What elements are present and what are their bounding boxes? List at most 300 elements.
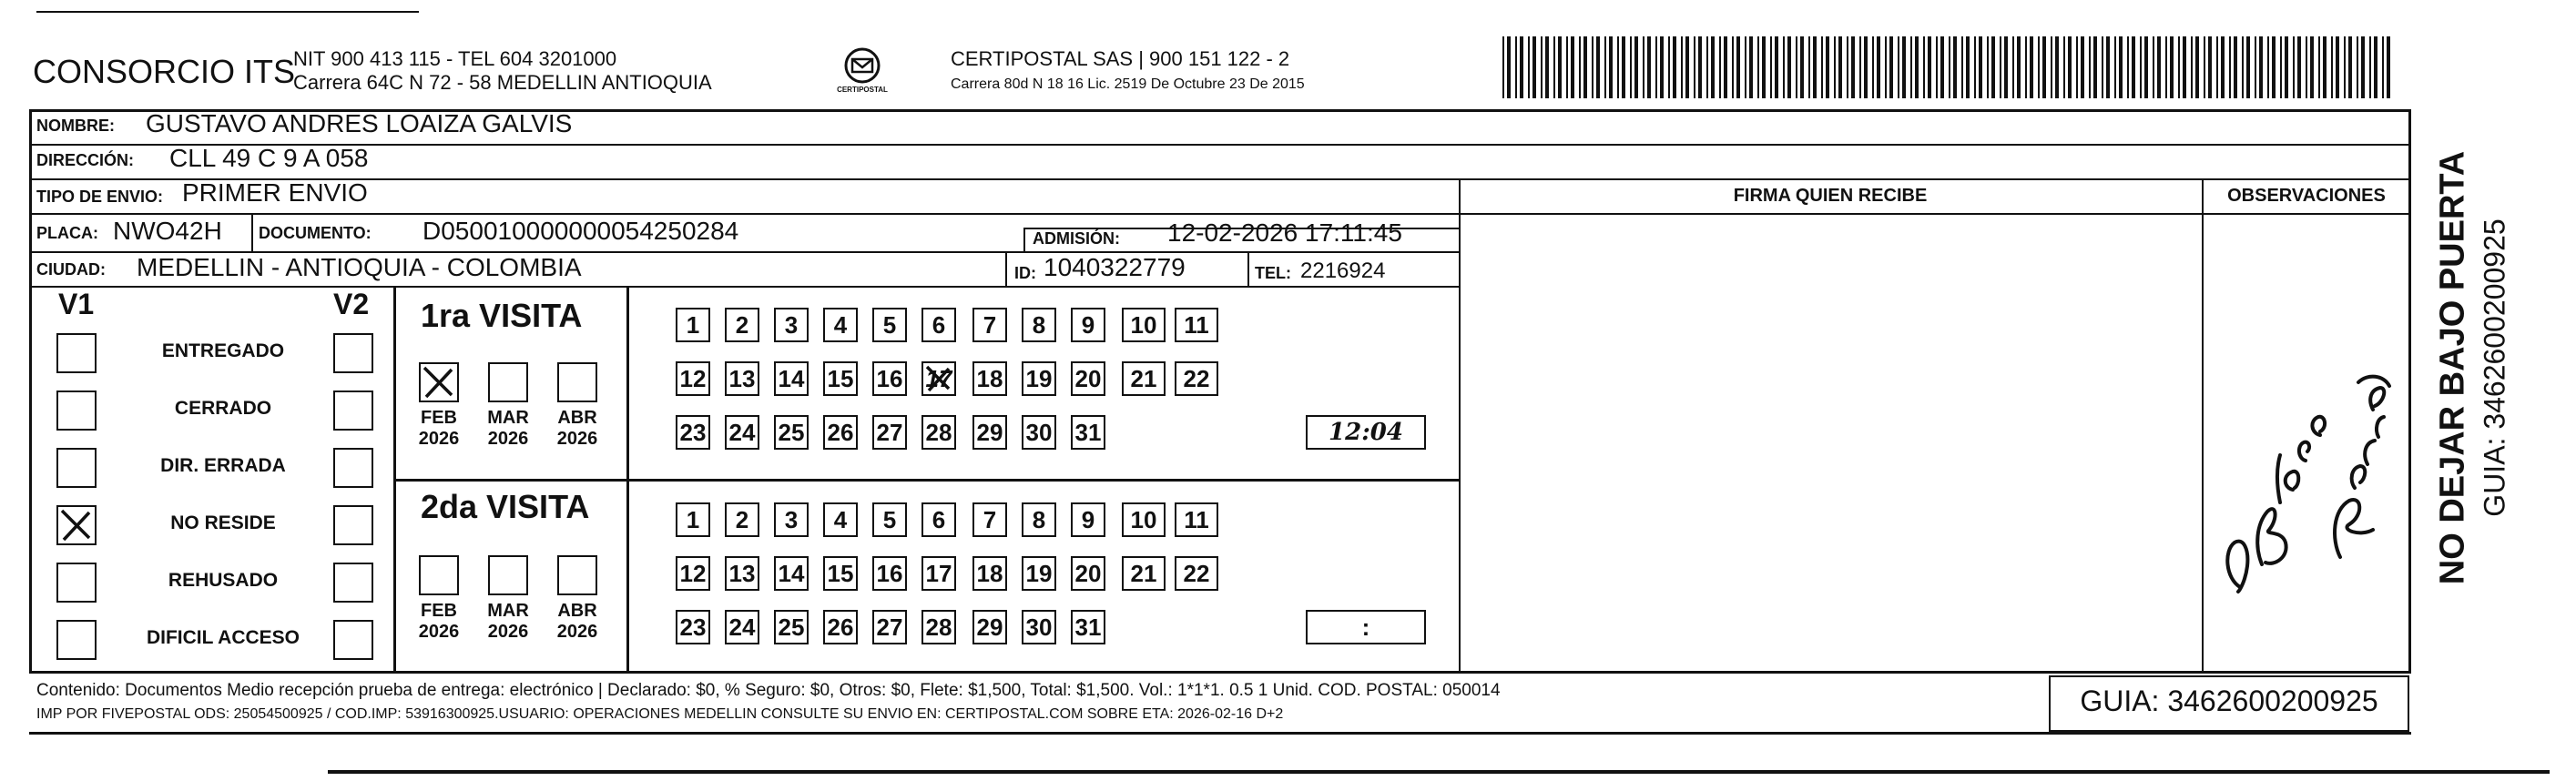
barcode-bar: [2012, 36, 2014, 98]
barcode-bar: [2369, 36, 2371, 98]
day-number: 28: [925, 614, 952, 641]
day-number: 26: [827, 419, 854, 446]
first-visit-time-box[interactable]: 12:04: [1306, 415, 1426, 450]
first-visit-day-box[interactable]: [1175, 361, 1218, 396]
barcode-bar: [2051, 36, 2052, 98]
second-visit-day-box[interactable]: [1071, 502, 1105, 537]
barcode-bar: [2000, 36, 2001, 98]
tel-label: TEL:: [1255, 264, 1291, 282]
barcode-bar: [1520, 36, 1523, 98]
barcode-bar: [1660, 36, 1664, 98]
second-visit-day-box[interactable]: [1022, 556, 1056, 591]
day-number: 20: [1074, 365, 1102, 392]
first-visit-day-box[interactable]: [676, 361, 710, 396]
barcode-bar: [1706, 36, 1708, 98]
company-name: CONSORCIO ITS: [33, 53, 296, 90]
observaciones-heading: OBSERVACIONES: [2227, 186, 2386, 206]
barcode-bar: [1673, 36, 1676, 98]
second-visit-day-box[interactable]: [676, 556, 710, 591]
company-nit: NIT 900 413 115 - TEL 604 3201000: [293, 47, 617, 70]
firma-heading: FIRMA QUIEN RECIBE: [1733, 186, 1928, 206]
barcode-bar: [2318, 36, 2320, 98]
day-number: 2: [735, 506, 749, 533]
barcode-bar: [2093, 36, 2097, 98]
barcode-bar: [2331, 36, 2333, 98]
barcode-bar: [2234, 36, 2237, 98]
first-visit-day-box[interactable]: [1022, 308, 1056, 342]
barcode-bar: [1604, 36, 1606, 98]
footer-imp-line: IMP POR FIVEPOSTAL ODS: 25054500925 / COD.IMP: 53916300925.USUARIO: OPERACIONES MEDELLIN CONSULTE SU ENVIO EN: CERTIPOSTAL.COM SOBRE ETA: 2026-02-16 D+2: [36, 706, 1284, 722]
month-year: 2026: [487, 429, 529, 449]
day-number: 1: [686, 506, 700, 533]
first-visit-day-box[interactable]: [972, 415, 1007, 450]
first-visit-day-box[interactable]: [823, 308, 858, 342]
second-visit-month-checkbox[interactable]: [557, 555, 597, 595]
day-number: 30: [1025, 419, 1053, 446]
first-visit-day-box[interactable]: [725, 361, 759, 396]
placa-label: PLACA:: [36, 224, 98, 242]
first-visit-day-box[interactable]: [972, 308, 1007, 342]
day-number: 24: [728, 419, 756, 446]
direccion-label: DIRECCIÓN:: [36, 151, 134, 169]
first-visit-month-checkbox[interactable]: [419, 362, 459, 402]
first-visit-month-label: [481, 408, 535, 450]
first-visit-month-checkbox[interactable]: [488, 362, 528, 402]
barcode-bar: [2208, 36, 2212, 98]
second-visit-day-box[interactable]: [921, 610, 956, 644]
barcode-bar: [2102, 36, 2103, 98]
v2-checkbox-2[interactable]: [333, 390, 373, 431]
barcode-bar: [1851, 36, 1855, 98]
second-visit-day-box[interactable]: [725, 610, 759, 644]
day-number: 18: [976, 560, 1003, 587]
barcode-bar: [1915, 36, 1919, 98]
day-number: 22: [1183, 365, 1210, 392]
first-visit-day-box[interactable]: [823, 361, 858, 396]
barcode-bar: [1541, 36, 1543, 98]
barcode-bar: [1859, 36, 1861, 98]
status-label: CERRADO: [174, 398, 272, 419]
status-label: NO RESIDE: [170, 512, 276, 533]
first-visit-day-box[interactable]: [1122, 361, 1166, 396]
month-name: MAR: [487, 408, 529, 428]
barcode-bar: [1800, 36, 1804, 98]
day-number: 31: [1074, 419, 1102, 446]
barcode-bar: [1808, 36, 1810, 98]
barcode-bar: [1502, 36, 1504, 98]
day-number: 14: [778, 365, 805, 392]
barcode-bar: [1630, 36, 1632, 98]
month-year: 2026: [556, 622, 598, 642]
barcode-bar: [2081, 36, 2084, 98]
second-visit-month-checkbox[interactable]: [419, 555, 459, 595]
barcode-bar: [2106, 36, 2110, 98]
barcode-bar: [1877, 36, 1880, 98]
first-visit-day-box[interactable]: [972, 361, 1007, 396]
barcode-bar: [1622, 36, 1625, 98]
day-number: 22: [1183, 560, 1210, 587]
day-number: 20: [1074, 560, 1102, 587]
month-year: 2026: [556, 429, 598, 449]
day-number: 29: [976, 419, 1003, 446]
barcode-bar: [1596, 36, 1600, 98]
v1-checkbox-2[interactable]: [56, 390, 97, 431]
barcode-bar: [2063, 36, 2065, 98]
barcode-bar: [2216, 36, 2218, 98]
day-number: 3: [784, 311, 799, 339]
barcode-bar: [1685, 36, 1689, 98]
month-name: MAR: [487, 601, 529, 621]
barcode-bar: [1940, 36, 1944, 98]
day-number: 29: [976, 614, 1003, 641]
logo-caption: CERTIPOSTAL: [837, 86, 888, 94]
barcode-bar: [2068, 36, 2072, 98]
barcode-bar: [1749, 36, 1753, 98]
barcode-bar: [1872, 36, 1874, 98]
ciudad-value: MEDELLIN - ANTIOQUIA - COLOMBIA: [137, 253, 582, 281]
day-number: 30: [1025, 614, 1053, 641]
status-label: DIFICIL ACCESO: [146, 627, 300, 648]
handwritten-signature: [2213, 273, 2404, 637]
second-visit-day-box[interactable]: [872, 556, 907, 591]
barcode-bar: [1592, 36, 1593, 98]
barcode-bar: [1787, 36, 1791, 98]
barcode-bar: [1617, 36, 1619, 98]
barcode-bar: [1974, 36, 1976, 98]
barcode-bar: [1961, 36, 1963, 98]
barcode-bar: [1923, 36, 1925, 98]
handwritten-x-mark: [421, 364, 457, 401]
v2-heading: V2: [333, 288, 370, 320]
first-visit-day-box[interactable]: [872, 308, 907, 342]
day-number: 21: [1130, 560, 1157, 587]
v1-checkbox-1[interactable]: [56, 333, 97, 373]
barcode-bar: [1864, 36, 1868, 98]
day-number: 15: [827, 365, 854, 392]
day-number: 13: [728, 560, 756, 587]
day-number: 9: [1081, 311, 1095, 339]
v1-checkbox-5[interactable]: [56, 563, 97, 603]
tipo-envio-label: TIPO DE ENVIO:: [36, 188, 164, 206]
footer-guia: GUIA: 3462600200925: [2080, 685, 2378, 717]
barcode-bar: [1762, 36, 1766, 98]
first-visit-day-box[interactable]: [1071, 361, 1105, 396]
first-visit-day-box[interactable]: [823, 415, 858, 450]
barcode-bar: [1545, 36, 1549, 98]
barcode-bar: [1834, 36, 1836, 98]
barcode-bar: [1643, 36, 1644, 98]
barcode-bar: [1783, 36, 1785, 98]
day-number: 2: [735, 311, 749, 339]
barcode-bar: [2055, 36, 2059, 98]
barcode-bar: [1681, 36, 1683, 98]
barcode-bar: [1724, 36, 1727, 98]
first-visit-day-box[interactable]: [676, 415, 710, 450]
day-number: 17: [925, 365, 952, 392]
barcode-bar: [2246, 36, 2250, 98]
day-number: 27: [876, 419, 903, 446]
day-number: 19: [1025, 365, 1053, 392]
barcode-bar: [1757, 36, 1759, 98]
month-year: 2026: [418, 622, 460, 642]
barcode-bar: [1566, 36, 1568, 98]
barcode-bar: [2293, 36, 2295, 98]
second-visit-day-box[interactable]: [676, 610, 710, 644]
documento-label: DOCUMENTO:: [259, 224, 372, 242]
month-year: 2026: [487, 622, 529, 642]
first-visit-month-label: [550, 408, 605, 450]
second-visit-day-box[interactable]: [1022, 610, 1056, 644]
barcode-bar: [1979, 36, 1982, 98]
v1-checkbox-6[interactable]: [56, 620, 97, 660]
first-visit-day-box[interactable]: [1175, 308, 1218, 342]
direccion-value: CLL 49 C 9 A 058: [169, 144, 369, 172]
v1-checkbox-3[interactable]: [56, 448, 97, 488]
barcode-bar: [2382, 36, 2384, 98]
first-visit-day-box[interactable]: [921, 361, 956, 396]
second-visit-day-box[interactable]: [872, 502, 907, 537]
second-visit-day-box[interactable]: [972, 610, 1007, 644]
barcode-bar: [1655, 36, 1657, 98]
barcode-bar: [1847, 36, 1848, 98]
barcode-bar: [2280, 36, 2282, 98]
barcode-bar: [1571, 36, 1574, 98]
ciudad-label: CIUDAD:: [36, 260, 106, 279]
second-visit-day-box[interactable]: [872, 610, 907, 644]
placa-value: NWO42H: [113, 217, 222, 245]
second-visit-day-box[interactable]: [725, 556, 759, 591]
second-visit-day-box[interactable]: [1175, 556, 1218, 591]
carrier-address: Carrera 80d N 18 16 Lic. 2519 De Octubre 23 De 2015: [951, 76, 1305, 92]
second-visit-day-box[interactable]: [1071, 556, 1105, 591]
day-number: 31: [1074, 614, 1102, 641]
barcode-bar: [1826, 36, 1829, 98]
second-visit-day-box[interactable]: [823, 502, 858, 537]
top-stray-line: [36, 11, 419, 13]
day-number: 19: [1025, 560, 1053, 587]
second-visit-day-box[interactable]: [972, 502, 1007, 537]
day-number: 13: [728, 365, 756, 392]
barcode-bar: [2259, 36, 2263, 98]
barcode-bar: [1694, 36, 1695, 98]
second-visit-day-box[interactable]: [774, 502, 809, 537]
barcode-bar: [2310, 36, 2314, 98]
first-visit-title: 1ra VISITA: [421, 297, 583, 334]
v2-checkbox-3[interactable]: [333, 448, 373, 488]
barcode-bar: [1558, 36, 1562, 98]
day-number: 10: [1130, 311, 1157, 339]
first-visit-day-box[interactable]: [921, 415, 956, 450]
barcode-bar: [2348, 36, 2352, 98]
barcode-bar: [2119, 36, 2123, 98]
barcode-bar: [1775, 36, 1778, 98]
second-visit-month-checkbox[interactable]: [488, 555, 528, 595]
first-visit-day-box[interactable]: [921, 308, 956, 342]
barcode-bar: [1949, 36, 1950, 98]
tel-value: 2216924: [1300, 259, 1386, 283]
first-visit-day-box[interactable]: [1022, 361, 1056, 396]
barcode-bar: [1711, 36, 1715, 98]
second-visit-day-box[interactable]: [1022, 502, 1056, 537]
day-number: 3: [784, 506, 799, 533]
handwritten-x-mark: [58, 507, 95, 543]
first-visit-day-box[interactable]: [872, 415, 907, 450]
day-number: 9: [1081, 506, 1095, 533]
day-number: 4: [833, 506, 848, 533]
barcode-bar: [1647, 36, 1651, 98]
first-visit-month-label: [412, 408, 466, 450]
first-visit-day-box[interactable]: [1071, 308, 1105, 342]
footer-contenido: Contenido: Documentos Medio recepción prueba de entrega: electrónico | Declarado: $0, % Seguro: $0, Otros: $0, Flete: $1,500, Total: $1,500. Vol.: 1*1*1. 0.5 1 Unid. COD. POSTAL: 050014: [36, 681, 1501, 700]
barcode-bar: [1898, 36, 1899, 98]
day-number: 11: [1184, 311, 1209, 339]
day-number: 21: [1130, 365, 1157, 392]
status-label: DIR. ERRADA: [160, 455, 286, 476]
second-visit-day-box[interactable]: [676, 502, 710, 537]
barcode-bar: [2127, 36, 2129, 98]
day-number: 7: [983, 311, 997, 339]
second-visit-day-box[interactable]: [823, 556, 858, 591]
barcode-bar: [2017, 36, 2021, 98]
barcode-bar: [2255, 36, 2256, 98]
second-visit-month-label: [412, 601, 466, 643]
day-number: 6: [932, 506, 946, 533]
second-visit-day-box[interactable]: [1122, 502, 1166, 537]
handwritten-x-mark: [923, 363, 954, 394]
first-visit-day-box[interactable]: [725, 415, 759, 450]
barcode-bar: [1528, 36, 1530, 98]
day-number: 6: [932, 311, 946, 339]
v2-checkbox-1[interactable]: [333, 333, 373, 373]
month-name: ABR: [557, 601, 597, 621]
first-visit-day-box[interactable]: [774, 361, 809, 396]
barcode-bar: [1745, 36, 1746, 98]
barcode-bar: [1507, 36, 1511, 98]
barcode-bar: [1885, 36, 1887, 98]
day-number: 26: [827, 614, 854, 641]
nombre-label: NOMBRE:: [36, 117, 115, 135]
second-visit-day-box[interactable]: [1175, 502, 1218, 537]
status-label: REHUSADO: [168, 570, 279, 591]
second-visit-title: 2da VISITA: [421, 488, 590, 525]
barcode-bar: [2165, 36, 2167, 98]
v1-heading: V1: [58, 288, 95, 320]
admision-value: 12-02-2026 17:11:45: [1167, 218, 1402, 247]
second-visit-month-label: [550, 601, 605, 643]
first-visit-day-box[interactable]: [1071, 415, 1105, 450]
day-number: 8: [1032, 506, 1046, 533]
barcode-bar: [1515, 36, 1517, 98]
first-visit-day-box[interactable]: [774, 415, 809, 450]
barcode-bar: [2267, 36, 2269, 98]
barcode-bar: [2089, 36, 2091, 98]
day-number: 24: [728, 614, 756, 641]
barcode-bar: [2170, 36, 2174, 98]
day-number: 5: [882, 506, 897, 533]
barcode-bar: [1953, 36, 1957, 98]
first-visit-day-box[interactable]: [1022, 415, 1056, 450]
second-visit-day-box[interactable]: [921, 502, 956, 537]
second-visit-day-box[interactable]: [1122, 556, 1166, 591]
first-visit-month-checkbox[interactable]: [557, 362, 597, 402]
first-visit-day-box[interactable]: [725, 308, 759, 342]
barcode-bar: [1821, 36, 1823, 98]
second-visit-day-box[interactable]: [823, 610, 858, 644]
barcode-bar: [2132, 36, 2135, 98]
carrier-name: CERTIPOSTAL SAS | 900 151 122 - 2: [951, 47, 1290, 70]
tipo-envio-value: PRIMER ENVIO: [182, 178, 368, 207]
day-number: 8: [1032, 311, 1046, 339]
barcode-bar: [1991, 36, 1995, 98]
barcode-bar: [2195, 36, 2199, 98]
v2-checkbox-6[interactable]: [333, 620, 373, 660]
barcode: [1502, 36, 2395, 98]
v1-checkbox-4[interactable]: [56, 505, 97, 545]
first-visit-day-box[interactable]: [774, 308, 809, 342]
barcode-bar: [2204, 36, 2205, 98]
day-number: 4: [833, 311, 848, 339]
day-number: 16: [876, 560, 903, 587]
nombre-value: GUSTAVO ANDRES LOAIZA GALVIS: [146, 109, 573, 137]
day-number: 25: [778, 419, 805, 446]
first-visit-day-box[interactable]: [676, 308, 710, 342]
day-number: 27: [876, 614, 903, 641]
certipostal-logo: [830, 44, 894, 98]
second-visit-time-box[interactable]: :: [1306, 610, 1426, 644]
barcode-bar: [1770, 36, 1772, 98]
barcode-bar: [2153, 36, 2154, 98]
admision-label: ADMISIÓN:: [1033, 229, 1120, 248]
second-visit-day-box[interactable]: [774, 556, 809, 591]
barcode-bar: [1698, 36, 1702, 98]
barcode-bar: [1668, 36, 1670, 98]
id-label: ID:: [1014, 264, 1036, 282]
id-value: 1040322779: [1044, 253, 1186, 281]
v2-checkbox-5[interactable]: [333, 563, 373, 603]
barcode-bar: [2140, 36, 2142, 98]
side-guia: GUIA: 3462600200925: [2478, 218, 2511, 517]
day-number: 14: [778, 560, 805, 587]
barcode-bar: [2042, 36, 2046, 98]
v2-checkbox-4[interactable]: [333, 505, 373, 545]
day-number: 12: [679, 365, 707, 392]
second-visit-day-box[interactable]: [972, 556, 1007, 591]
barcode-bar: [2025, 36, 2027, 98]
barcode-bar: [2157, 36, 2161, 98]
barcode-bar: [1987, 36, 1989, 98]
second-visit-day-box[interactable]: [1071, 610, 1105, 644]
first-visit-day-box[interactable]: [872, 361, 907, 396]
barcode-bar: [2357, 36, 2358, 98]
side-notice: NO DEJAR BAJO PUERTA: [2433, 150, 2472, 585]
barcode-bar: [1583, 36, 1587, 98]
barcode-bar: [2229, 36, 2231, 98]
day-number: 10: [1130, 506, 1157, 533]
barcode-bar: [1902, 36, 1906, 98]
barcode-bar: [2221, 36, 2225, 98]
second-visit-day-box[interactable]: [725, 502, 759, 537]
second-visit-day-box[interactable]: [774, 610, 809, 644]
second-visit-day-box[interactable]: [921, 556, 956, 591]
day-number: 7: [983, 506, 997, 533]
first-visit-day-box[interactable]: [1122, 308, 1166, 342]
barcode-bar: [2387, 36, 2390, 98]
barcode-bar: [1936, 36, 1938, 98]
day-number: 1: [686, 311, 700, 339]
barcode-bar: [2297, 36, 2301, 98]
day-number: 16: [876, 365, 903, 392]
day-number: 5: [882, 311, 897, 339]
